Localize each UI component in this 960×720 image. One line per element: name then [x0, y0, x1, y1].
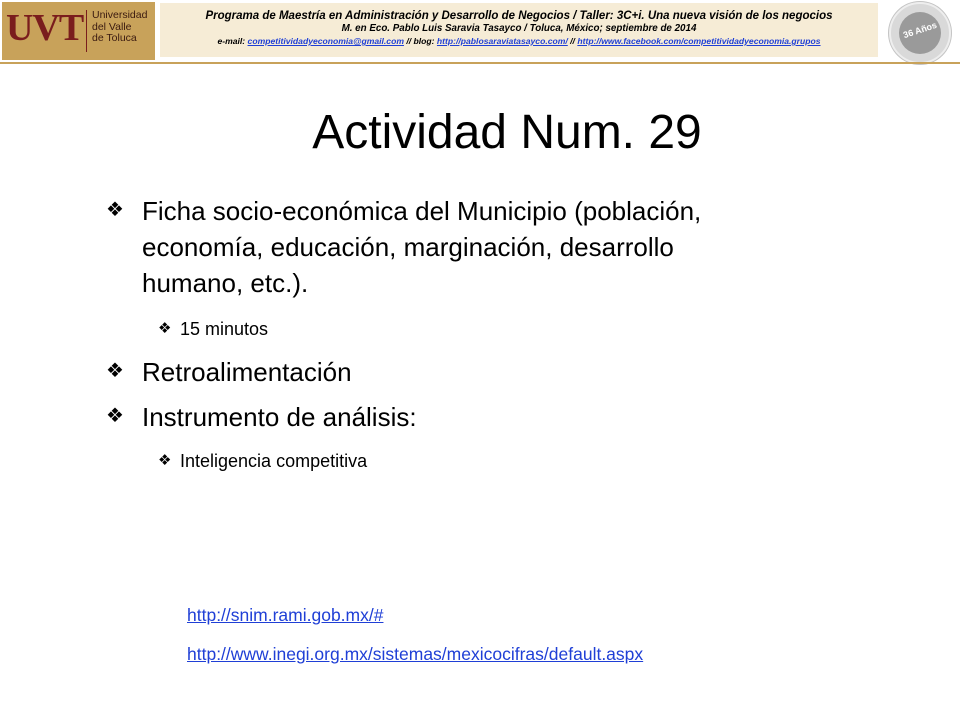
email-link[interactable]: competitividadyeconomia@gmail.com: [247, 36, 404, 46]
program-author: M. en Eco. Pablo Luis Saravia Tasayco / Toluca, México; septiembre de 2014: [341, 23, 697, 34]
logo-name: [92, 10, 154, 45]
bullet-diamond-icon: ❖: [158, 320, 172, 337]
header-divider: [0, 62, 960, 64]
anniversary-seal: [889, 2, 951, 64]
inegi-link[interactable]: http://www.inegi.org.mx/sistemas/mexicocifras/default.aspx: [187, 644, 644, 664]
bullet-diamond-icon: ❖: [158, 452, 172, 469]
slide-title: Actividad Num. 29: [312, 106, 702, 159]
bullet-text: economía, educación, marginación, desarrollo: [142, 232, 674, 262]
bullet-text: Retroalimentación: [142, 357, 352, 387]
bullet-text: Instrumento de análisis:: [142, 402, 417, 432]
university-logo[interactable]: [2, 2, 155, 60]
seal-center: [899, 12, 941, 54]
blog-label: // blog:: [406, 36, 435, 46]
seal-text: 36 Años: [901, 19, 939, 41]
header-banner: [0, 0, 960, 66]
program-banner: [160, 3, 878, 57]
logo-name-line: de Toluca: [92, 32, 137, 44]
contact-line: [160, 35, 878, 48]
logo-name-line: del Valle: [92, 20, 132, 33]
bullet-text: Ficha socio-económica del Municipio (población,: [142, 196, 702, 226]
facebook-link[interactable]: http://www.facebook.com/competitividadyeconomia.grupos: [577, 36, 821, 46]
bullet-text: Inteligencia competitiva: [180, 451, 368, 471]
snim-link[interactable]: http://snim.rami.gob.mx/#: [187, 605, 384, 625]
logo-divider: [86, 10, 87, 52]
bullet-text: humano, etc.).: [142, 268, 309, 298]
logo-acronym: UVT: [6, 7, 84, 49]
bullet-diamond-icon: ❖: [106, 405, 124, 427]
blog-link[interactable]: http://pablosaraviatasayco.com/: [436, 36, 568, 46]
bullet-diamond-icon: ❖: [106, 360, 124, 382]
link-separator: //: [570, 36, 575, 46]
bullet-text: 15 minutos: [180, 319, 269, 339]
logo-name-line: Universidad: [92, 9, 148, 21]
bullet-diamond-icon: ❖: [106, 199, 124, 221]
program-title: Programa de Maestría en Administración y Desarrollo de Negocios / Taller: 3C+i. Una nueva visión de los negocios: [205, 10, 833, 22]
reference-links: [187, 603, 643, 666]
email-label: e-mail:: [217, 36, 246, 46]
